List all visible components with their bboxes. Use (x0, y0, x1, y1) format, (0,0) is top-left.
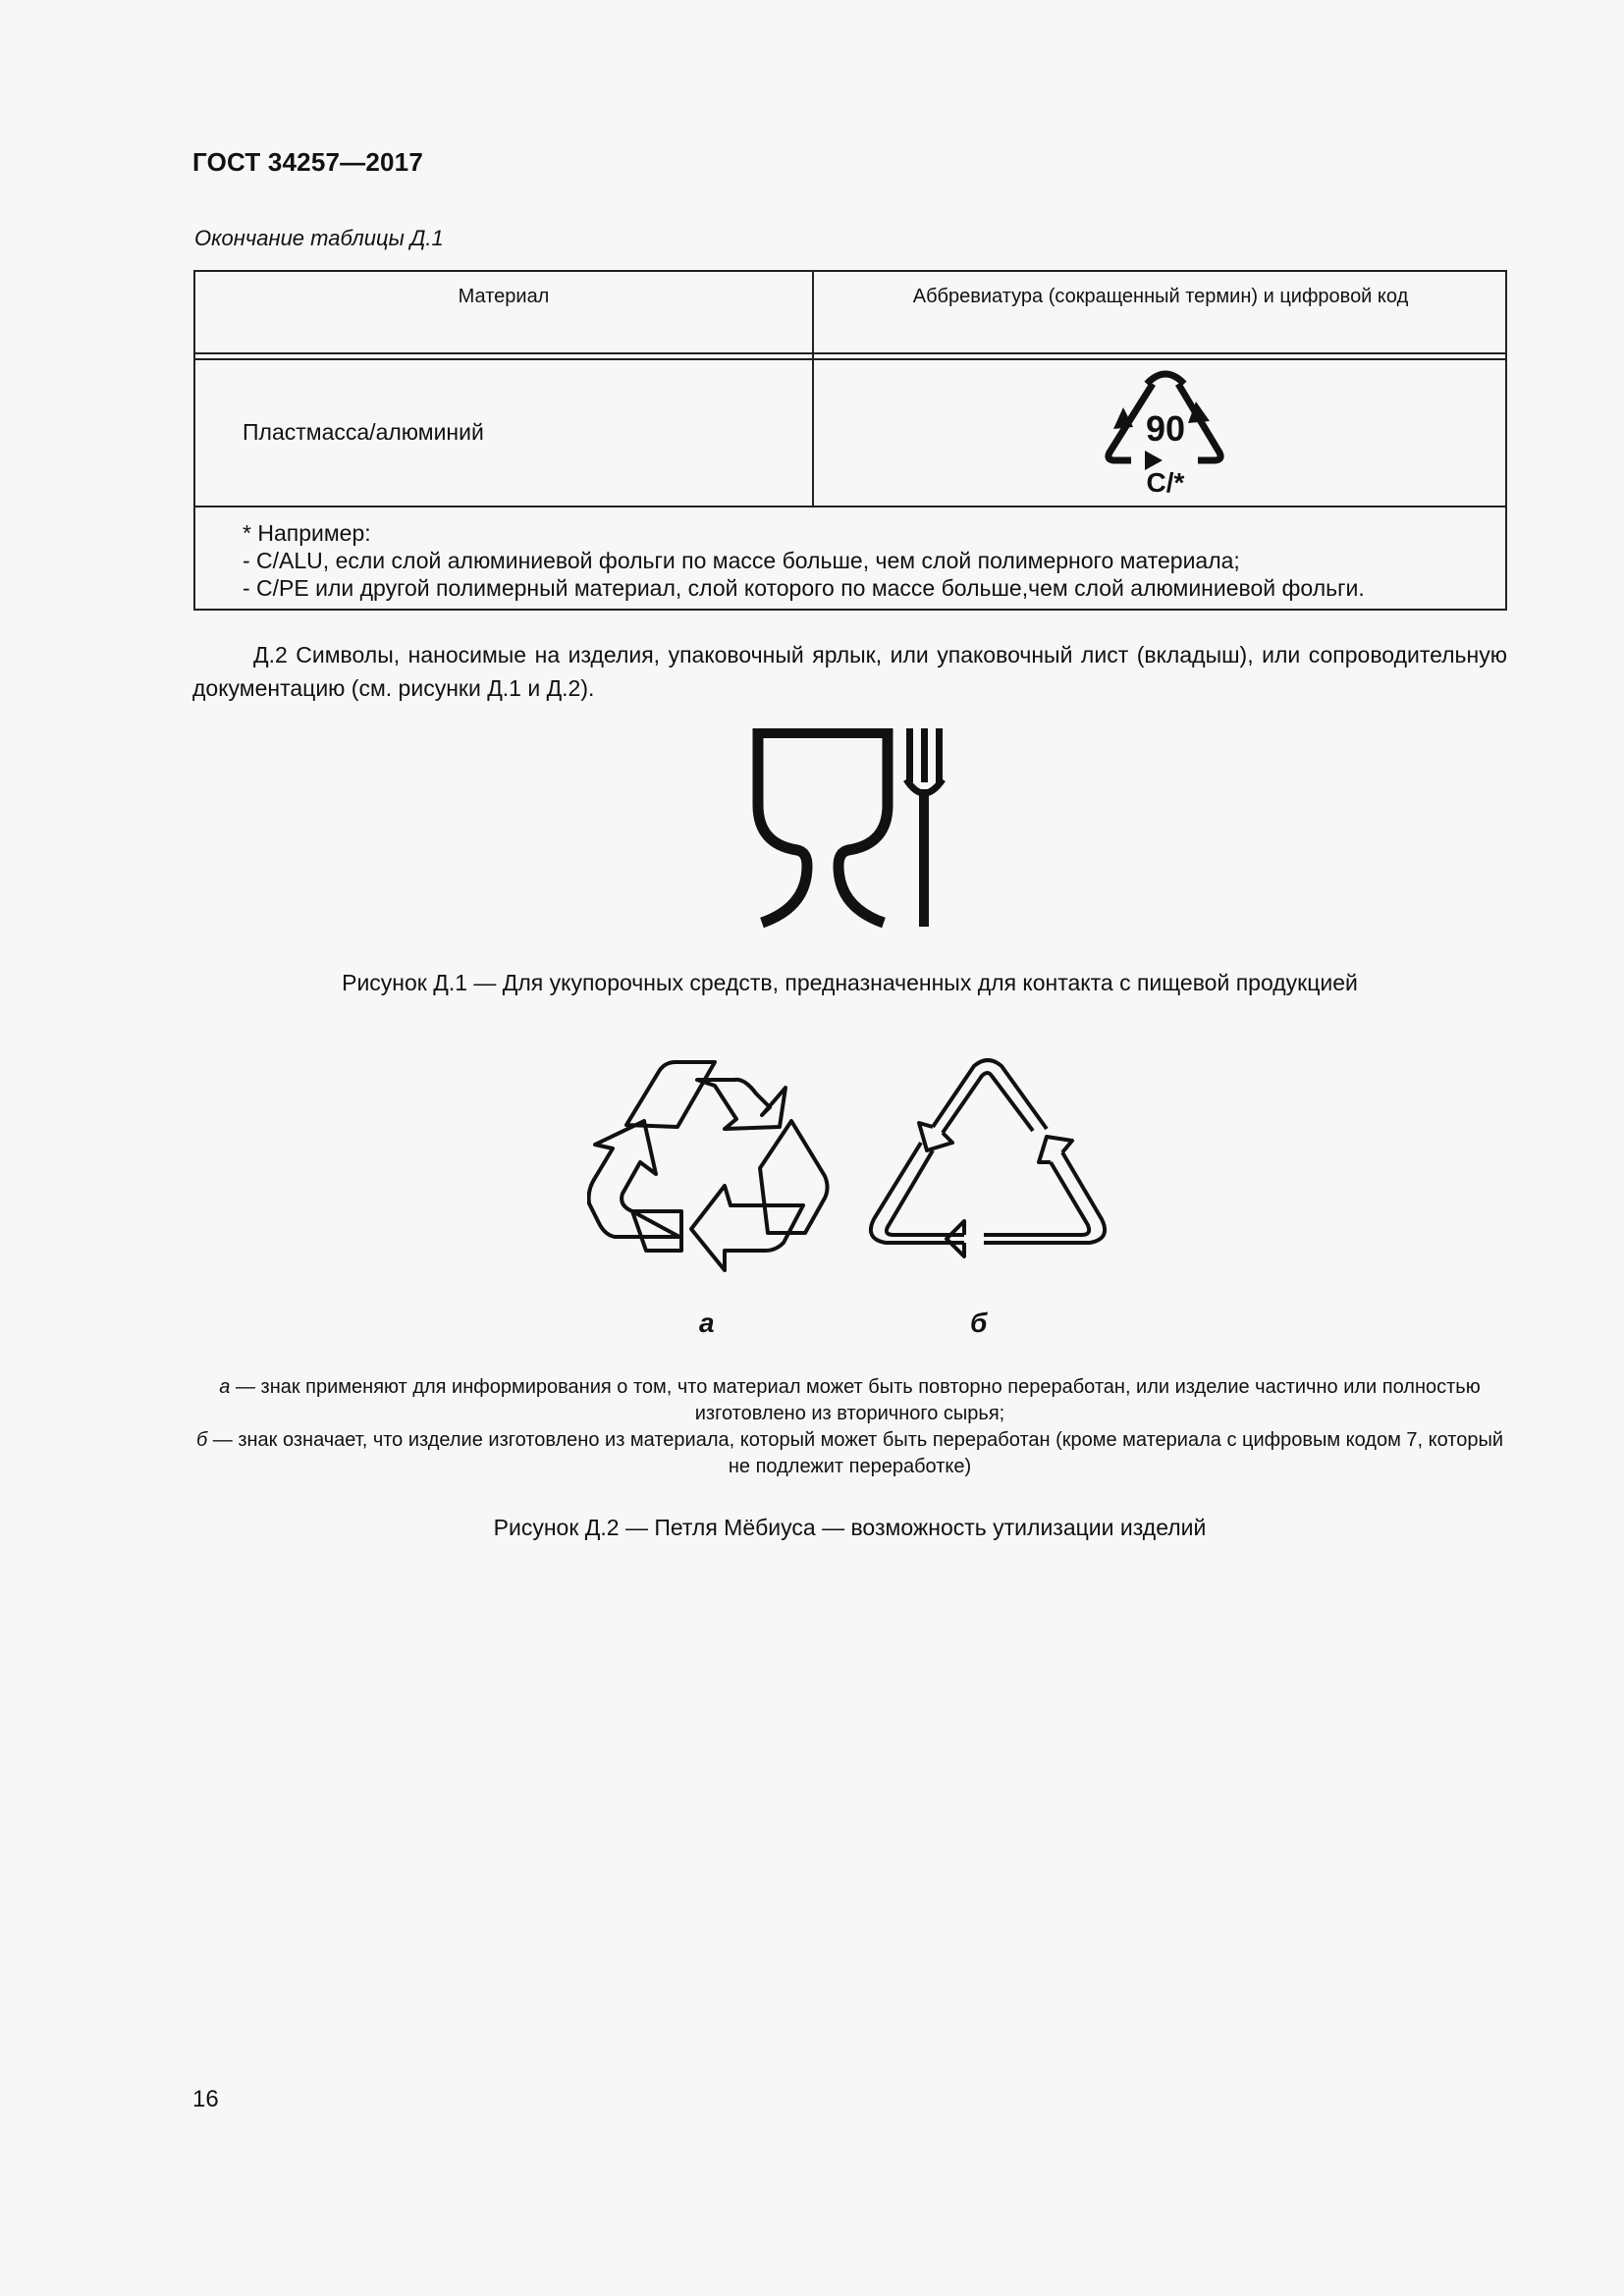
note-a-text: — знак применяют для информирования о том, что материал может быть повторно переработан, или изделие частично или полностью изготовлено из вторичного сырья; (230, 1376, 1481, 1424)
note-b-text: — знак означает, что изделие изготовлено из материала, который может быть переработан (кроме материала с цифровым кодом 7, который не подлежит переработке) (207, 1429, 1504, 1477)
code-number: 90 (1145, 408, 1186, 449)
document-header: ГОСТ 34257—2017 (192, 147, 423, 177)
note-b-letter: б (195, 1429, 208, 1451)
figure-label-b: б (970, 1308, 988, 1338)
table-header-divider-1 (195, 352, 1505, 354)
note-a-letter: а (219, 1376, 231, 1398)
footnote-line: - C/ALU, если слой алюминиевой фольги по массе больше, чем слой полимерного материала; (243, 548, 1240, 573)
table-caption: Окончание таблицы Д.1 (194, 226, 444, 250)
column-header-abbreviation: Аббревиатура (сокращенный термин) и цифровой код (912, 286, 1409, 307)
note-b (192, 1427, 1507, 1480)
table-footnote-divider (195, 506, 1505, 507)
figure-1-caption: Рисунок Д.1 — Для укупорочных средств, предназначенных для контакта с пищевой продукцией (342, 970, 1358, 995)
figure-2-notes (192, 1374, 1507, 1480)
recycling-code-icon (1102, 370, 1229, 498)
table-header-divider-2 (195, 358, 1505, 360)
figure-2-caption: Рисунок Д.2 — Петля Мёбиуса — возможность утилизации изделий (493, 1515, 1207, 1540)
paragraph-text: Д.2 Символы, наносимые на изделия, упаковочный ярлык, или упаковочный лист (вкладыш), или сопроводительную документацию (см. рисунки Д.1 и Д.2). (192, 642, 1507, 701)
column-header-material: Материал (458, 286, 550, 307)
code-abbreviation: C/* (1146, 467, 1185, 498)
materials-table (193, 270, 1507, 611)
food-contact-icon (752, 728, 956, 930)
mobius-triangle-icon (864, 1058, 1111, 1278)
footnote-line: - C/PE или другой полимерный материал, слой которого по массе больше,чем слой алюминиевой фольги. (243, 575, 1365, 601)
cell-material: Пластмасса/алюминий (243, 419, 484, 445)
body-paragraph (192, 638, 1507, 705)
footnote-line: * Например: (243, 520, 371, 546)
recycle-loop-icon (587, 1060, 844, 1284)
page-number: 16 (192, 2086, 219, 2112)
note-a (192, 1374, 1507, 1427)
table-footnote (243, 519, 1365, 602)
figure-label-a: а (699, 1308, 715, 1338)
